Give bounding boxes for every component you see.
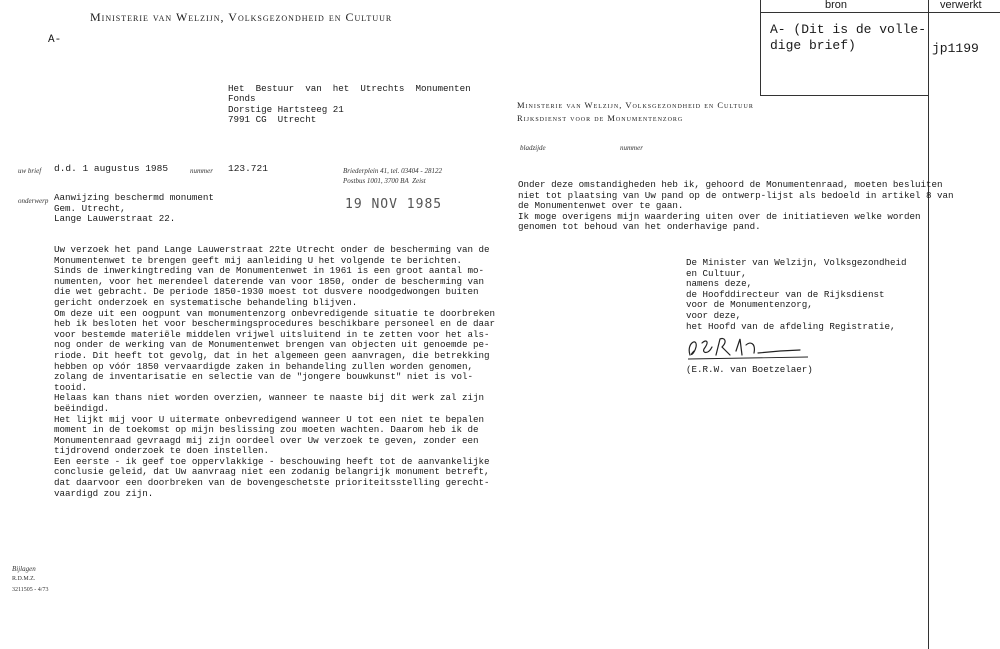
onderwerp-label: onderwerp	[18, 197, 49, 205]
closing-line: De Minister van Welzijn, Volksgezondheid	[686, 257, 907, 268]
verwerkt-header: verwerkt	[940, 0, 982, 11]
verwerkt-value: jp1199	[932, 41, 979, 56]
addressee-line1: Het Bestuur van het Utrechts Monumenten	[228, 83, 471, 94]
closing-line: namens deze,	[686, 278, 753, 290]
addressee-line2: Fonds	[228, 93, 256, 104]
uw-brief-value: d.d. 1 augustus 1985	[54, 163, 169, 174]
body-line: Ik moge overigens mijn waardering uiten over de initiatieven welke worden	[518, 210, 921, 222]
page1-body	[54, 245, 495, 499]
body-line: niet tot plaatsing van Uw pand op de ontwerp-lijst als bedoeld in artikel 8 van	[518, 189, 954, 201]
bijlagen-label: Bijlagen	[12, 565, 36, 573]
uw-brief-label: uw brief	[18, 167, 42, 175]
body-line: Monumentenwet te brengen geeft mij aanleiding U het volgende te berichten.	[54, 254, 462, 266]
onderwerp-line2: Gem. Utrecht,	[54, 203, 126, 214]
date-stamp: 19 NOV 1985	[345, 197, 443, 212]
form-code: 3211505 - 4/73	[12, 587, 49, 593]
body-line: Om deze uit een oogpunt van monumentenzorg onbevredigende situatie te doorbreken	[54, 307, 496, 319]
body-line: dat daarvoor een doorbreken van de bovengeschetste prioriteitsstelling gerecht-	[54, 477, 490, 489]
body-line: vaardigd zou zijn.	[54, 487, 154, 499]
closing-line: de Hoofddirecteur van de Rijksdienst	[686, 288, 885, 300]
page2-nummer-label: nummer	[620, 144, 643, 152]
body-line: tijdrovend onderzoek te doen instellen.	[54, 445, 270, 457]
body-line: genomen tot behoud van het onderhavige pand.	[518, 221, 761, 233]
closing-line: en Cultuur,	[686, 267, 747, 279]
page1-mark: A-	[48, 34, 62, 46]
body-line: Het lijkt mij voor U uitermate onbevredigend wanneer U tot een niet te bepalen	[54, 413, 485, 425]
bron-header: bron	[825, 0, 848, 11]
body-line: numenten, voor het merendeel daterende van voor 1850, onder de bescherming van	[54, 275, 485, 287]
body-line: heb ik besloten het voor beschermingsprocedures beschikbare personeel en de daar	[54, 318, 496, 330]
body-line: zolang de inventarisatie en selectie van de "jongere bouwkunst" niet is vol-	[54, 371, 474, 383]
table-bron-bottom	[760, 95, 928, 96]
page2-department-heading: Rijksdienst voor de Monumentenzorg	[517, 113, 684, 123]
page2-body	[518, 180, 954, 233]
bladzijde-label: bladzijde	[520, 144, 546, 152]
closing-line: voor de Monumentenzorg,	[686, 299, 813, 311]
table-left-border	[760, 0, 761, 96]
body-line: die wet gebracht. De periode 1850-1930 moest tot dusvere noodgedwongen buiten	[54, 286, 479, 298]
closing-line: het Hoofd van de afdeling Registratie,	[686, 320, 896, 332]
bron-value-line2: dige brief)	[770, 38, 856, 53]
nummer-label: nummer	[190, 167, 213, 175]
body-line: tooid.	[54, 381, 88, 393]
table-column-divider	[928, 0, 929, 649]
nummer-value: 123.721	[228, 163, 268, 174]
body-line: Onder deze omstandigheden heb ik, gehoord de Monumentenraad, moeten besluiten	[518, 179, 943, 190]
page1-ministry-heading: Ministerie van Welzijn, Volksgezondheid en Cultuur	[90, 10, 393, 24]
body-line: nog onder de werking van de Monumentenwet brengen van objecten uit genoemde pe-	[54, 339, 490, 351]
bron-value-line1: A- (Dit is de volle-	[770, 22, 927, 37]
body-line: moment in de toekomst op mijn beslissing zou moeten wachten. Daarom heb ik de	[54, 424, 479, 436]
body-line: conclusie geleid, dat Uw aanvraag niet een zodanig belangrijk monument betreft,	[54, 466, 490, 478]
body-line: beëindigd.	[54, 402, 110, 414]
body-line: de Monumentenwet over te gaan.	[518, 200, 684, 212]
address-line2: Postbus 1001, 3700 BA Zeist	[343, 177, 426, 185]
addressee-line3: Dorstige Hartsteeg 21	[228, 104, 344, 115]
body-line: hebben op vóór 1850 vervaardigde zaken in behandeling zullen worden genomen,	[54, 360, 474, 372]
addressee-line4: 7991 CG Utrecht	[228, 114, 317, 125]
body-line: Monumentenraad gevraagd mij zijn oordeel over Uw verzoek te geven, zonder een	[54, 434, 479, 446]
body-line: Helaas kan thans niet worden overzien, wanneer te naaste bij dit werk zal zijn	[54, 392, 485, 404]
page2-ministry-heading: Ministerie van Welzijn, Volksgezondheid en Cultuur	[517, 100, 754, 110]
table-header-divider	[760, 12, 1000, 13]
body-line: voor bestemde materiële middelen vrijwel uitsluitend in te zetten voor het als-	[54, 328, 490, 340]
body-line: riode. Dit heeft tot gevolg, dat in het algemeen geen aanvragen, die betrekking	[54, 349, 490, 361]
signer-name: (E.R.W. van Boetzelaer)	[686, 364, 813, 375]
body-line: Uw verzoek het pand Lange Lauwerstraat 22te Utrecht onder de bescherming van de	[54, 244, 490, 255]
address-line1: Briederplein 41, tel. 03404 - 28122	[343, 167, 442, 175]
body-line: Sinds de inwerkingtreding van de Monumentenwet in 1961 is een groot aantal mo-	[54, 265, 485, 277]
signature	[684, 333, 814, 365]
onderwerp-line1: Aanwijzing beschermd monument	[54, 192, 214, 203]
bijlagen-value: R.D.M.Z.	[12, 576, 36, 582]
closing-block	[686, 258, 907, 332]
body-line: gericht onderzoek en systematische behandeling blijven.	[54, 296, 358, 308]
onderwerp-line3: Lange Lauwerstraat 22.	[54, 213, 176, 224]
body-line: Een eerste - ik geef toe oppervlakkige - beschouwing heeft tot de aanvankelijke	[54, 455, 490, 467]
closing-line: voor deze,	[686, 309, 742, 321]
